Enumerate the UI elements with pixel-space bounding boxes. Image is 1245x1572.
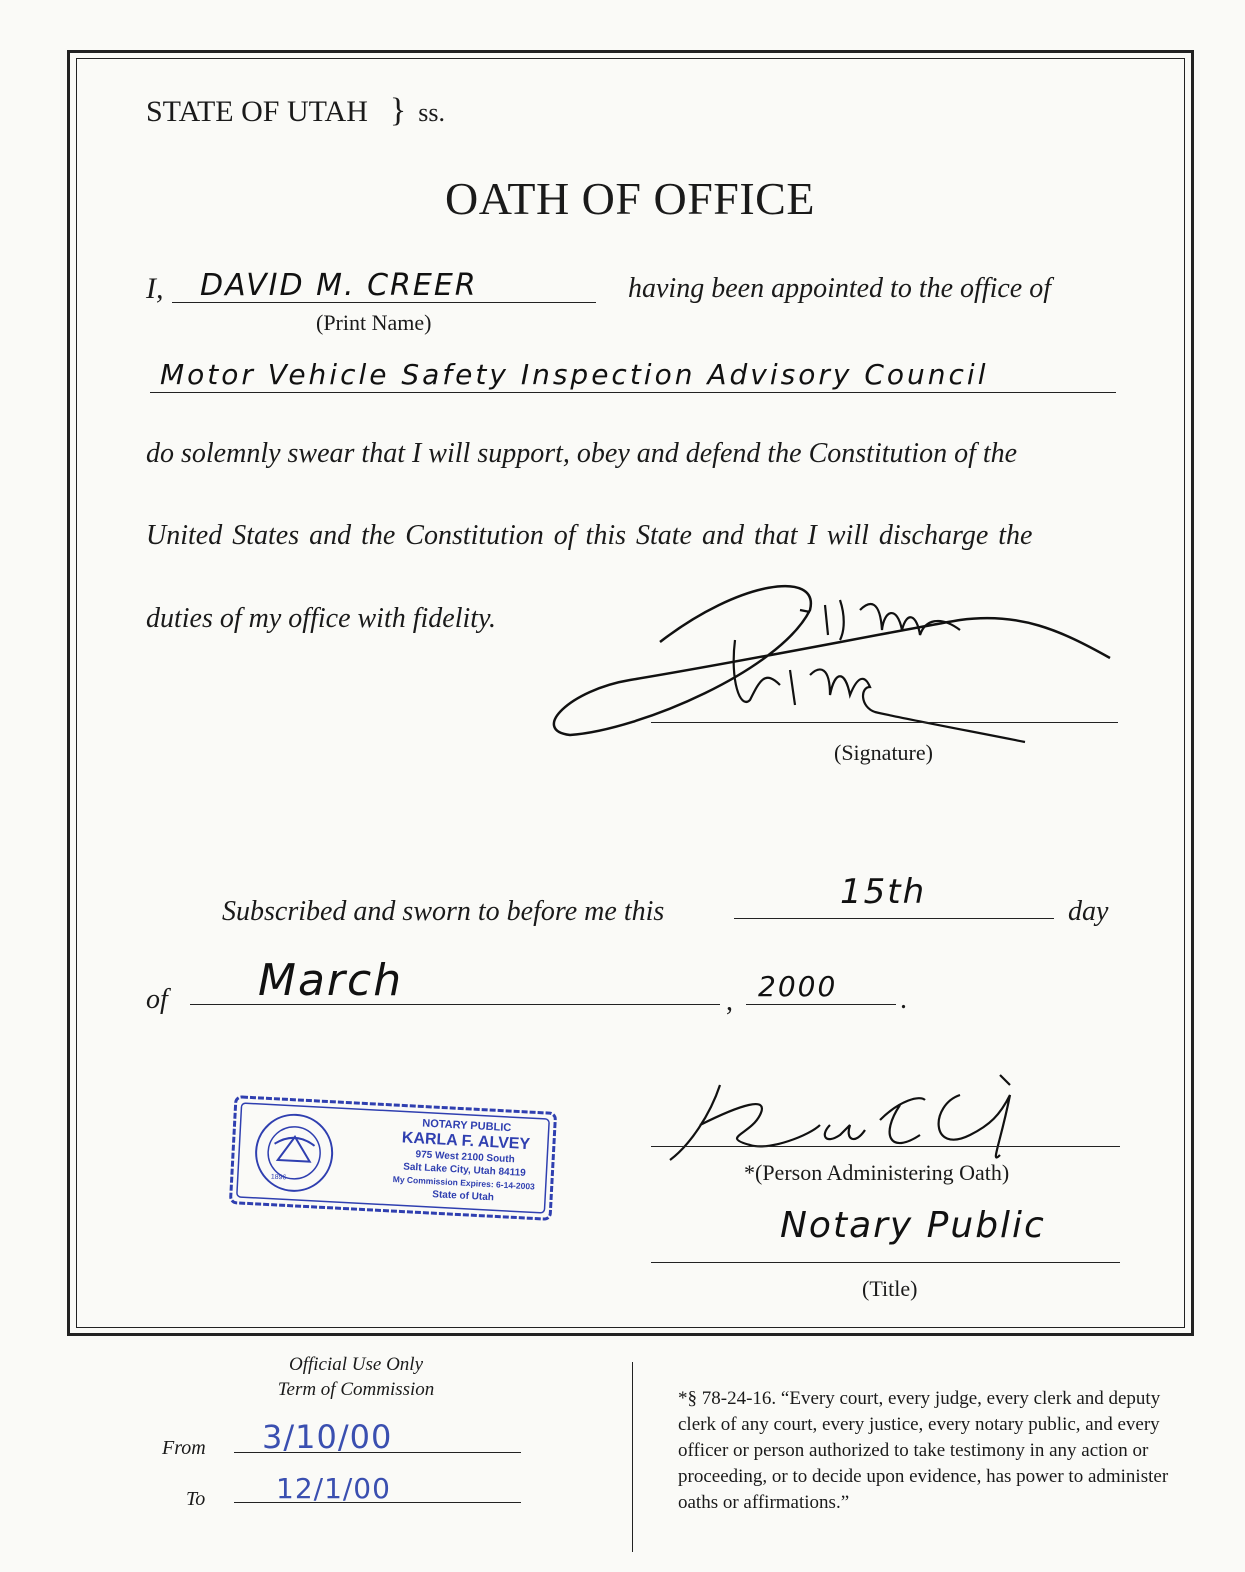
statute-text: *§ 78-24-16. “Every court, every judge, every clerk and deputy clerk of any court, every justice, every notary public, and every officer or person authorized to take testimony in any action or proceeding, or to decide upon evidence, has power to administer oaths or affirmations.”: [678, 1388, 1169, 1513]
office-value: Motor Vehicle Safety Inspection Advisory Council: [160, 358, 989, 391]
administrator-signature: [660, 1065, 1060, 1165]
sworn-prefix: Subscribed and sworn to before me this: [222, 896, 665, 927]
signature-label: (Signature): [834, 740, 933, 765]
footer-divider: [632, 1362, 633, 1552]
from-label: From: [162, 1437, 206, 1459]
state-name: STATE OF UTAH: [146, 95, 368, 128]
name-value: DAVID M. CREER: [200, 268, 478, 303]
page-title: OATH OF OFFICE: [445, 173, 815, 224]
oath-line-3: duties of my office with fidelity.: [146, 603, 496, 634]
period: .: [900, 984, 907, 1015]
state-header: [146, 92, 445, 130]
notary-stamp: [227, 1094, 558, 1223]
to-label: To: [186, 1488, 206, 1510]
day-line: [734, 918, 1054, 919]
comma: ,: [726, 986, 733, 1017]
from-value: 3/10/00: [262, 1418, 393, 1456]
i-prefix: I,: [146, 272, 164, 305]
month-line: [190, 1004, 720, 1005]
print-name-label: (Print Name): [316, 310, 432, 335]
year-line: [746, 1004, 896, 1005]
administrator-label: *(Person Administering Oath): [744, 1160, 1010, 1185]
of-label: of: [146, 984, 168, 1015]
official-use-heading: [252, 1352, 460, 1402]
title-value: Notary Public: [780, 1205, 1046, 1246]
to-value: 12/1/00: [276, 1472, 391, 1505]
office-line: [150, 392, 1116, 393]
year-value: 2000: [758, 970, 838, 1003]
signature-line: [651, 722, 1118, 723]
stamp-address-1: 975 West 2100 South: [415, 1149, 516, 1166]
name-line: [172, 302, 596, 303]
title-label: (Title): [862, 1276, 918, 1301]
oath-line-1: do solemnly swear that I will support, obey and defend the Constitution of the: [146, 438, 1018, 469]
month-value: March: [258, 955, 404, 1006]
title-line: [651, 1262, 1120, 1263]
stamp-state: State of Utah: [432, 1189, 495, 1204]
appointed-text: having been appointed to the office of: [628, 273, 1052, 304]
day-value: 15th: [840, 872, 927, 912]
from-line: [234, 1452, 521, 1453]
stamp-expires: My Commission Expires: 6-14-2003: [392, 1174, 536, 1192]
ss-label: ss.: [418, 98, 445, 127]
day-suffix: day: [1068, 896, 1109, 927]
oath-signature: [540, 570, 1130, 750]
official-use-line-2: Term of Commission: [277, 1379, 435, 1400]
brace: }: [389, 92, 407, 129]
administrator-line: [651, 1146, 1120, 1147]
seal-year: 1896: [270, 1173, 287, 1182]
official-use-line-1: Official Use Only: [288, 1354, 424, 1375]
to-line: [234, 1502, 521, 1503]
stamp-name: KARLA F. ALVEY: [401, 1129, 531, 1154]
oath-line-2: United States and the Constitution of this State and that I will discharge the: [146, 520, 1033, 551]
stamp-address-2: Salt Lake City, Utah 84119: [402, 1161, 526, 1179]
stamp-title: NOTARY PUBLIC: [422, 1117, 512, 1135]
